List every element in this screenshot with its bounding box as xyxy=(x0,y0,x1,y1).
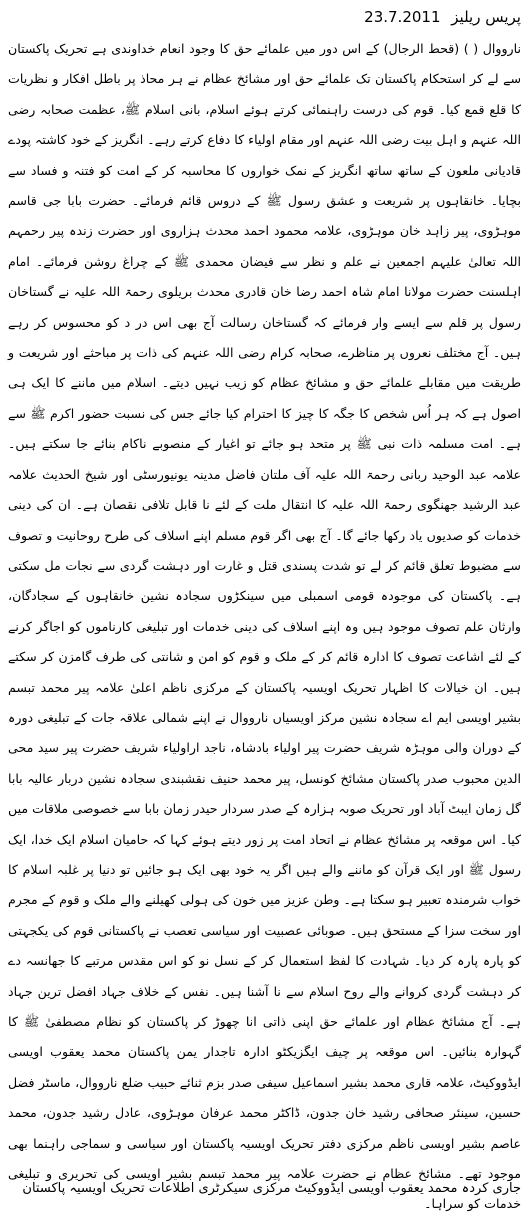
release-date: 23.7.2011 xyxy=(364,8,441,26)
article-body: نارووال ( ) (قحط الرجال) کے اس دور میں علمائے حق کا وجود انعام خداوندی ہے تحریک پاکستان سے لے کر استحکام پاکستان تک علمائے حق اور مشائخ عظام نے ہر محاذ پر باطل افکار و نظریات کا قلع قمع کیا۔ قوم کی درست راہنمائی کرتے ہوئے اسلام، بانی اسلام ﷺ، عظمت صحابہ رضی اللہ عنہم و اہل بیت رضی اللہ عنہم اور مقام اولیاء کا دفاع کرتے رہے۔ انگریز کے خود کاشتہ پودے قادیانی ملعون کے ساتھ ساتھ انگریز کے نمک خواروں کا محاسبہ کر کے امت کو فتنہ و فساد سے بچایا۔ خانقاہوں پر شریعت و عشق رسول ﷺ کے دروس قائم فرمائے۔ حضرت بابا جی قاسم موہڑوی، پیر زاہد خان موہڑوی، علامہ محمود احمد محدث ہزاروی اور حضرت زندہ پیر رحمہم اللہ تعالیٰ علیہم اجمعین نے علم و نظر سے فیضان محمدی ﷺ کے چراغ روشن فرمائے۔ امام اہلسنت حضرت مولانا امام شاہ احمد رضا خان قادری محدث بریلوی رحمۃ اللہ علیہ نے گستاخان رسول پر قلم سے ایسے وار فرمائے کہ گستاخان رسالت آج بھی اس در د کو محسوس کر رہے ہیں۔ آج مختلف نعروں پر مناظرے، صحابہ کرام رضی اللہ عنہم کی ذات پر مباحثے اور شریعت و طریقت میں مقابلے علمائے حق و مشائخ عظام کو زیب نہیں دیتے۔ اسلام میں ماننے کا ایک ہی اصول ہے کہ ہر اُس شخص کا جگہ کا چیز کا احترام کیا جائے جس کی نسبت حضور اکرم ﷺ سے ہے۔ امت مسلمہ ذات نبی ﷺ پر متحد ہو جائے تو اغیار کے منصوبے ناکام بنائے جا سکتے ہیں۔ علامہ عبد الوحید ربانی رحمۃ اللہ علیہ آف ملتان فاضل مدینہ یونیورسٹی اور شیخ الحدیث علامہ عبد الرشید جھنگوی رحمۃ اللہ علیہ کا انتقال ملت کے لئے نا قابل تلافی نقصان ہے۔ ان کی دینی خدمات کو صدیوں یاد رکھا جائے گا۔ آج بھی اگر قوم مسلم اپنے اسلاف کی طرح روحانیت و تصوف سے مضبوط تعلق قائم کر لے تو شدت پسندی قتل و غارت اور دہشت گردی سے نجات مل سکتی ہے۔ پاکستان کی موجودہ قومی اسمبلی میں سینکڑوں سجادہ نشین خانقاہوں کے سجادگان، وارثان علم تصوف موجود ہیں وہ اپنے اسلاف کی دینی خدمات اور تبلیغی کارناموں کو اجاگر کرنے کے لئے اشاعت تصوف کا ادارہ قائم کر کے ملک و قوم کو امن و شانتی کی طرف گامزن کر سکتے ہیں۔ ان خیالات کا اظہار تحریک اویسیہ پاکستان کے مرکزی ناظم اعلیٰ علامہ پیر محمد تبسم بشیر اویسی ایم اے سجادہ نشین مرکز اویسیاں نارووال نے اپنے شمالی علاقہ جات کے تبلیغی دورہ کے دوران والی موہڑہ شریف حضرت پیر اولیاء بادشاہ، ناجد اراولیاء شریف حضرت پیر سید محی الدین محبوب صدر پاکستان مشائخ کونسل، پیر محمد حنیف نقشبندی سجادہ نشین دربار عالیہ بابا گل زمان ایبٹ آباد اور تحریک صوبہ ہزارہ کے صدر سردار حیدر زمان بابا سے خصوصی ملاقات میں کیا۔ اس موقعہ پر مشائخ عظام نے اتحاد امت پر زور دیتے ہوئے کہا کہ حامیان اسلام ایک خدا، ایک رسول ﷺ اور ایک قرآن کو ماننے والے ہیں اگر یہ خود بھی ایک ہو جائیں تو دنیا پر غلبہ اسلام کا خواب شرمندہ تعبیر ہو سکتا ہے۔ وطن عزیز میں خون کی ہولی کھیلنے والے ملک و قوم کے مجرم اور سخت سزا کے مستحق ہیں۔ صوبائی عصبیت اور سیاسی تعصب نے پاکستانی قوم کی یکجہتی کو پارہ پارہ کر دیا۔ شہادت کا لفظ استعمال کر کے نسل نو کو اس مقدس مرتبے کا جھانسہ دے کر دہشت گردی کروانے والے روح اسلام سے نا آشنا ہیں۔ نفس کے خلاف جہاد افضل ترین جہاد ہے۔ آج مشائخ عظام اور علمائے حق اپنی ذاتی انا چھوڑ کر پاکستان کو نظام مصطفیٰ ﷺ کا گہوارہ بنائیں۔ اس موقعہ پر چیف ایگزیکٹو ادارہ تاجدار یمن پاکستان محمد یعقوب اویسی ایڈووکیٹ، علامہ قاری محمد بشیر اسماعیل سیفی صدر بزم ثنائے حبیب ضلع نارووال، ماسٹر فضل حسین، سینئر صحافی رشید خان جدون، ڈاکٹر محمد عرفان موہڑوی، عادل رشید جدون، محمد عاصم بشیر اویسی ناظم مرکزی دفتر تحریک اویسیہ پاکستان اور سیاسی و سماجی راہنما بھی موجود تھے۔ مشائخ عظام نے حضرت علامہ پیر محمد تبسم بشیر اویسی کی تحریری و تبلیغی خدمات کو سراہا۔ xyxy=(8,41,521,1212)
press-release-header xyxy=(8,6,521,28)
press-release-label: پریس ریلیز xyxy=(451,8,521,26)
issued-by-line: جاری کردہ محمد یعقوب اویسی ایڈووکیٹ مرکزی سیکرٹری اطلاعات تحریک اویسیہ پاکستان xyxy=(22,1181,521,1196)
